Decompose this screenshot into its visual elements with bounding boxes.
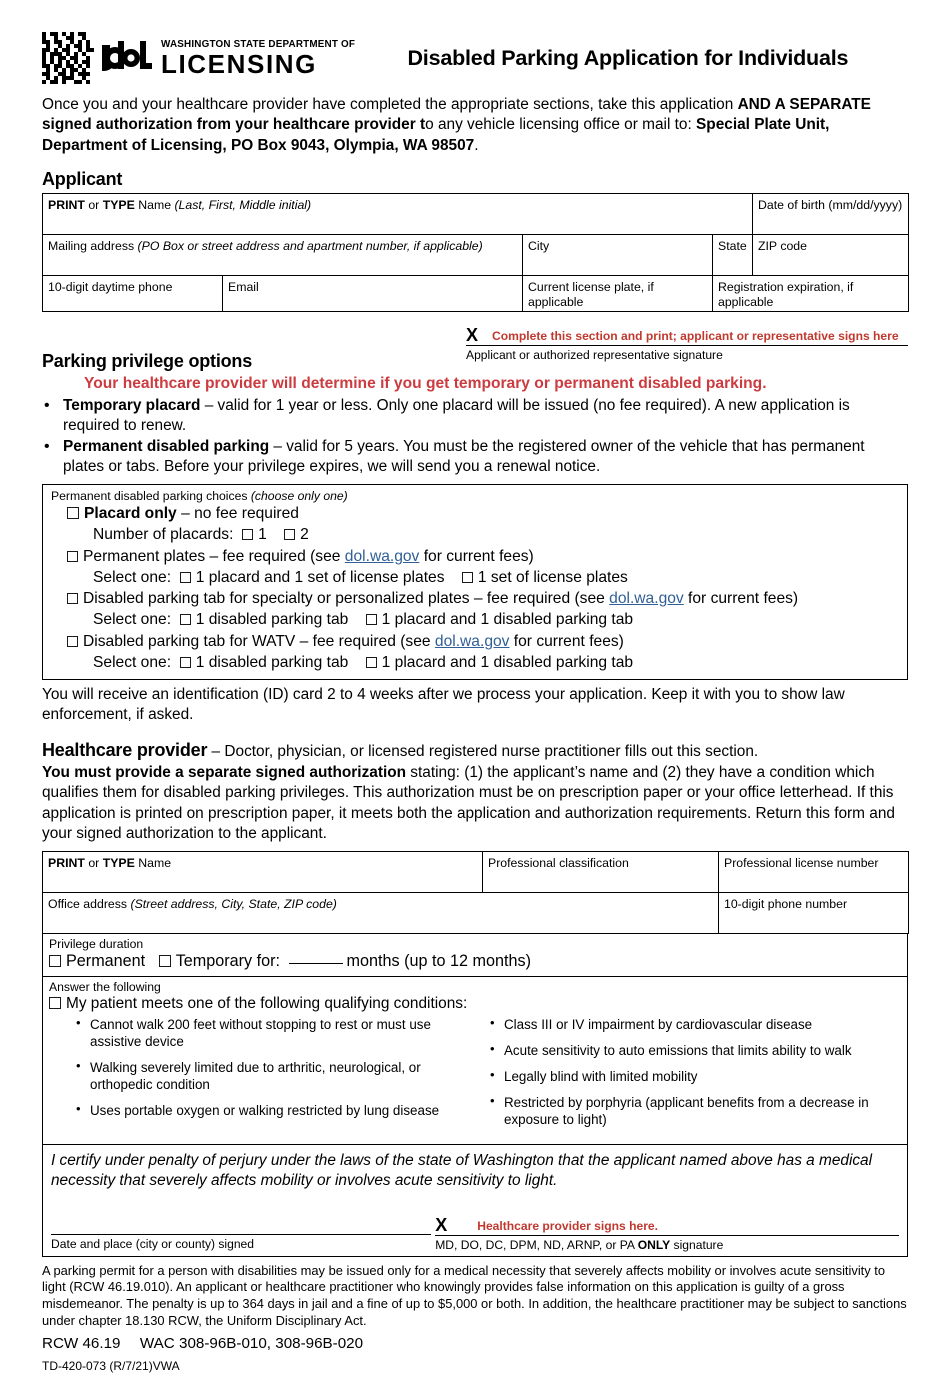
number-option-1-label: 1 [258, 526, 267, 544]
plates-option-2-label: 1 set of license plates [477, 568, 628, 586]
certification-box [42, 1145, 908, 1257]
office-address-hint: (Street address, City, State, ZIP code) [130, 896, 337, 911]
signature-x-icon: X [435, 1214, 448, 1235]
applicant-signature-note: Complete this section and print; applicant or representative signs here [492, 329, 899, 344]
healthcare-provider-heading-rest: – Doctor, physician, or licensed registered nurse practitioner fills out this section. [207, 742, 759, 760]
checkbox-watv-placard-and-tab[interactable] [366, 657, 377, 668]
bullet-title: Temporary placard [63, 396, 201, 414]
permanent-choices-box [42, 484, 908, 680]
conditions-question-label: My patient meets one of the following qualifying conditions: [66, 994, 468, 1012]
provider-classification-field[interactable]: Professional classification [483, 851, 719, 892]
table-row [43, 234, 909, 275]
rcw-reference: RCW 46.19 WAC 308-96B-010, 308-96B-020 [42, 1334, 364, 1352]
list-item: • Restricted by porphyria (applicant benefits from a decrease in exposure to light) [487, 1094, 901, 1128]
checkbox-one-tab[interactable] [180, 614, 191, 625]
id-card-note: You will receive an identification (ID) card 2 to 4 weeks after we process your application. Keep it with you to show law enforcement, if asked. [42, 685, 845, 724]
healthcare-provider-heading: Healthcare provider [42, 739, 208, 760]
bullet-title: Permanent disabled parking [63, 437, 270, 455]
signature-label: signature [670, 1237, 724, 1252]
permanent-duration-label: Permanent [66, 951, 146, 970]
temporary-duration-label: Temporary for: [175, 951, 281, 970]
table-row [43, 275, 909, 311]
specialty-tab-select-row [93, 609, 899, 630]
choice-permanent-plates-row [67, 546, 899, 567]
list-item: • Legally blind with limited mobility [487, 1068, 901, 1085]
privilege-duration-caption: Privilege duration [49, 936, 144, 951]
list-item: • Acute sensitivity to auto emissions that limits ability to walk [487, 1042, 901, 1059]
list-item: • Uses portable oxygen or walking restricted by lung disease [73, 1102, 465, 1119]
legal-footer-text: A parking permit for a person with disabilities may be issued only for a medical necessity that severely affects mobility or involves acute sensitivity to light (RCW 46.19.010). An applicant or healthcare practitioner who knowingly provides false information on this application is guilty of a gross misdemeanor. The penalty is up to 364 days in jail and a fine of up to $5,000 or both. In addition, the healthcare practitioner may be subject to sanctions under chapter 18.130 RCW, the Uniform Disciplinary Act. [42, 1262, 907, 1328]
form-id: TD-420-073 (R/7/21)VWA [42, 1358, 180, 1373]
mailing-label: Mailing address [48, 238, 138, 253]
document-page [42, 0, 908, 1373]
plates-option-1-label: 1 placard and 1 set of license plates [195, 568, 445, 586]
choice-watv-suffix: for current fees) [509, 632, 624, 650]
tab-option-2-label: 1 placard and 1 disabled parking tab [381, 611, 634, 629]
choices-caption-hint: (choose only one) [250, 488, 348, 503]
bullet-text: – valid for 5 years. You must be the registered owner of the vehicle that has permanent plates or tabs. Before your privilege expires, we will send you a renewal notice. [63, 437, 865, 476]
applicant-email-field[interactable]: Email [223, 275, 523, 311]
office-address-label: Office address [48, 896, 131, 911]
number-of-placards-label: Number of placards: [93, 526, 234, 544]
list-item [42, 437, 908, 478]
or-label: or [84, 197, 103, 212]
checkbox-qualifying-conditions[interactable] [49, 997, 61, 1009]
privilege-duration-box [42, 934, 908, 977]
type-label: TYPE [102, 855, 135, 870]
applicant-state-field[interactable]: State [713, 234, 753, 275]
applicant-name-field[interactable] [43, 193, 753, 234]
applicant-phone-field[interactable]: 10-digit daytime phone [43, 275, 223, 311]
permanent-plates-select-row [93, 567, 899, 588]
choice-specialty-tab-suffix: for current fees) [683, 590, 799, 608]
applicant-fields-table [42, 193, 909, 312]
conditions-caption: Answer the following [49, 979, 161, 994]
provider-name-field[interactable] [43, 851, 483, 892]
healthcare-provider-intro [42, 739, 908, 845]
months-input-line[interactable] [289, 963, 343, 964]
checkbox-watv-one-tab[interactable] [180, 657, 191, 668]
provider-signature-block [435, 1214, 899, 1252]
select-one-label: Select one: [93, 653, 172, 671]
applicant-zip-field[interactable]: ZIP code [753, 234, 909, 275]
healthcare-authorization-body: stating: (1) the applicant’s name and (2) they have a condition which qualifies them for disabled parking privileges. This authorization must be on prescription paper or your office letterhead. If this application is printed on prescription paper, it meets both the application and authorization requirements. Return this form and your signed authorization to the applicant. [42, 763, 895, 843]
watv-tab-select-row [93, 652, 899, 673]
name-label: Name [134, 197, 175, 212]
only-label: ONLY [637, 1237, 671, 1252]
choice-watv-label: Disabled parking tab for WATV – fee required (see [83, 632, 435, 650]
signature-x-icon: X [466, 324, 479, 345]
applicant-plate-field[interactable]: Current license plate, if applicable [523, 275, 713, 311]
choice-specialty-tab-row [67, 588, 899, 609]
pixel-block-icon [42, 32, 94, 84]
date-place-signature-block [51, 1214, 431, 1252]
intro-bold1: AND A SEPARATE signed authorization from your healthcare provider t [42, 96, 871, 134]
checkbox-placard-and-tab[interactable] [366, 614, 377, 625]
checkbox-two-placards[interactable] [284, 529, 295, 540]
list-item: • Class III or IV impairment by cardiovascular disease [487, 1016, 901, 1033]
list-item: • Cannot walk 200 feet without stopping to rest or must use assistive device [73, 1016, 465, 1050]
applicant-city-field[interactable]: City [523, 234, 713, 275]
agency-name-line1: WASHINGTON STATE DEPARTMENT OF [161, 38, 356, 51]
checkbox-permanent-plates[interactable] [67, 551, 78, 562]
print-label: PRINT [48, 197, 85, 212]
intro-part2: o any vehicle licensing office or mail to: [425, 116, 697, 134]
provider-signature-line[interactable] [435, 1214, 899, 1236]
choice-permanent-plates-label: Permanent plates – fee required (see [83, 547, 345, 565]
privilege-duration-row [49, 952, 901, 971]
provider-license-number-field[interactable]: Professional license number [719, 851, 909, 892]
credentials-label: MD, DO, DC, DPM, ND, ARNP, or PA [435, 1237, 638, 1252]
agency-name-line2: LICENSING [161, 48, 317, 79]
applicant-dob-field[interactable]: Date of birth (mm/dd/yyyy) [753, 193, 909, 234]
tab-option-1-label: 1 disabled parking tab [195, 653, 349, 671]
table-row [43, 892, 909, 933]
dol-link[interactable]: dol.wa.gov [434, 632, 510, 650]
choice-placard-only-rest: – no fee required [176, 505, 299, 523]
provider-phone-field[interactable]: 10-digit phone number [719, 892, 909, 933]
tab-option-1-label: 1 disabled parking tab [195, 611, 349, 629]
conditions-column-right [475, 1016, 901, 1138]
checkbox-plates-only[interactable] [462, 572, 473, 583]
dol-link[interactable]: dol.wa.gov [344, 547, 420, 565]
dol-logo [42, 32, 367, 84]
select-one-label: Select one: [93, 611, 172, 629]
number-option-2-label: 2 [300, 526, 309, 544]
applicant-signature-caption: Applicant or authorized representative signature [466, 347, 723, 362]
checkbox-placard-and-plates[interactable] [180, 572, 191, 583]
choice-watv-tab-row [67, 631, 899, 652]
page-title: Disabled Parking Application for Individuals [407, 45, 849, 70]
choice-permanent-plates-suffix: for current fees) [419, 547, 534, 565]
document-header [42, 30, 908, 86]
healthcare-authorization-bold: You must provide a separate signed authorization [42, 763, 407, 781]
checkbox-placard-only[interactable] [67, 507, 79, 519]
checkbox-temporary-duration[interactable] [159, 955, 171, 967]
date-place-caption: Date and place (city or county) signed [51, 1236, 255, 1251]
qualifying-conditions-box [42, 977, 908, 1145]
choices-caption [51, 489, 899, 504]
checkbox-specialty-tab[interactable] [67, 593, 78, 604]
table-row [43, 851, 909, 892]
dol-link[interactable]: dol.wa.gov [609, 590, 684, 608]
choices-caption-text: Permanent disabled parking choices [51, 488, 251, 503]
bullet-text: – valid for 1 year or less. Only one placard will be issued (no fee required). A new application is required to renew. [63, 396, 850, 435]
certification-text: I certify under penalty of perjury under the laws of the state of Washington that the applicant named above has a medical necessity that severely affects mobility or involves acute sensitivity to light. [51, 1151, 873, 1190]
months-label: months (up to 12 months) [346, 951, 531, 970]
provider-signature-caption [435, 1238, 899, 1252]
name-label: Name [134, 855, 172, 870]
print-label: PRINT [48, 855, 85, 870]
applicant-mailing-field[interactable] [43, 234, 523, 275]
applicant-signature-line[interactable] [466, 325, 908, 346]
conditions-column-left [49, 1016, 475, 1138]
checkbox-one-placard[interactable] [242, 529, 253, 540]
choice-specialty-tab-label: Disabled parking tab for specialty or personalized plates – fee required (see [83, 590, 610, 608]
list-item: • Walking severely limited due to arthritic, neurological, or orthopedic condition [73, 1059, 465, 1093]
intro-bold2: Special Plate Unit, Department of Licensing, PO Box 9043, Olympia, WA 98507 [42, 116, 830, 154]
provider-signature-note: Healthcare provider signs here. [477, 1219, 659, 1234]
parking-privilege-red-note: Your healthcare provider will determine if you get temporary or permanent disabled parking. [84, 374, 767, 392]
choice-placard-only-row [67, 503, 899, 524]
dol-monogram-icon [102, 41, 152, 75]
number-of-placards-row [93, 524, 899, 545]
checkbox-watv-tab[interactable] [67, 636, 78, 647]
name-hint: (Last, First, Middle initial) [174, 197, 312, 212]
type-label: TYPE [102, 197, 135, 212]
intro-part1: Once you and your healthcare provider have completed the appropriate sections, take this application [42, 96, 738, 113]
applicant-registration-expiration-field[interactable]: Registration expiration, if applicable [713, 275, 909, 311]
or-label: or [84, 855, 103, 870]
parking-privilege-section [42, 351, 908, 478]
intro-part3: . [474, 136, 479, 154]
select-one-label: Select one: [93, 568, 172, 586]
table-row [43, 193, 909, 234]
tab-option-2-label: 1 placard and 1 disabled parking tab [381, 653, 634, 671]
date-place-input-line[interactable] [51, 1214, 431, 1235]
choice-placard-only-label: Placard only [84, 505, 177, 523]
parking-privilege-heading: Parking privilege options [42, 350, 253, 371]
checkbox-permanent-duration[interactable] [49, 955, 61, 967]
mailing-hint: (PO Box or street address and apartment number, if applicable) [137, 238, 483, 253]
list-item [42, 396, 908, 437]
parking-privilege-bullets [42, 396, 908, 478]
provider-fields-table [42, 851, 909, 934]
conditions-question-row [49, 995, 901, 1013]
applicant-heading: Applicant [42, 168, 123, 189]
intro-paragraph [42, 95, 908, 156]
provider-office-address-field[interactable] [43, 892, 719, 933]
